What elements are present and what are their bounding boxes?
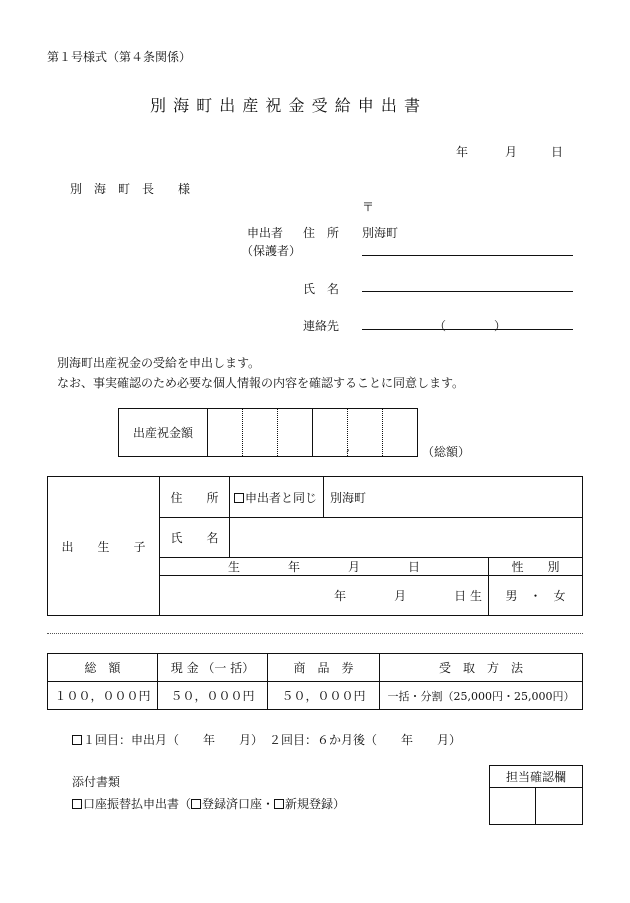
cut-line bbox=[47, 633, 583, 634]
date-year: 年 bbox=[456, 145, 469, 159]
date-day: 日 bbox=[551, 145, 564, 159]
dob-value[interactable]: 年 月 日 生 bbox=[160, 576, 489, 616]
name-label: 氏 名 bbox=[303, 282, 340, 296]
child-address-same[interactable] bbox=[230, 477, 324, 518]
statement-line2: なお、事実確認のため必要な個人情報の内容を確認することに同意します。 bbox=[57, 376, 465, 390]
name-field[interactable] bbox=[362, 291, 573, 292]
amount-label: 出産祝金額 bbox=[119, 409, 208, 457]
applicant-role-label: 申出者 bbox=[247, 226, 284, 240]
checkbox-icon[interactable] bbox=[72, 735, 82, 745]
form-number: 第１号様式（第４条関係） bbox=[47, 50, 192, 64]
attachments-item[interactable] bbox=[72, 795, 345, 812]
contact-label: 連絡先 bbox=[303, 319, 340, 333]
child-town: 別海町 bbox=[330, 490, 367, 505]
amount-suffix: （総額） bbox=[422, 445, 471, 459]
child-table bbox=[47, 476, 583, 616]
attachment-opt1: 登録済口座・ bbox=[202, 797, 275, 811]
sex-value[interactable]: 男 ・ 女 bbox=[489, 576, 583, 616]
address-field[interactable] bbox=[362, 255, 573, 256]
amount-digit-2[interactable] bbox=[243, 409, 278, 457]
statement-line1: 別海町出産祝金の受給を申出します。 bbox=[57, 356, 261, 370]
dob-header: 生 年 月 日 bbox=[160, 558, 489, 576]
child-address-label: 住 所 bbox=[160, 477, 230, 518]
stamp-box bbox=[489, 765, 583, 825]
attachment-item-label: 口座振替払申出書（ bbox=[83, 797, 192, 811]
amount-comma: , bbox=[346, 440, 350, 454]
amount-digit-6[interactable] bbox=[382, 409, 417, 457]
same-as-applicant-label: 申出者と同じ bbox=[245, 490, 318, 505]
amount-box bbox=[118, 408, 418, 457]
stamp-box-title: 担当確認欄 bbox=[490, 766, 583, 788]
postal-mark: 〒 bbox=[362, 200, 375, 214]
amount-digit-1[interactable] bbox=[208, 409, 243, 457]
amount-digit-4[interactable] bbox=[313, 409, 348, 457]
installment-text: １回目：申出月（ 年 月） ２回目：６か月後（ 年 月） bbox=[83, 733, 462, 747]
payment-voucher: ５０，０００円 bbox=[268, 682, 380, 710]
addressee: 別 海 町 長 様 bbox=[70, 182, 191, 196]
page-title: 別 海 町 出 産 祝 金 受 給 申 出 書 bbox=[150, 96, 421, 115]
checkbox-icon[interactable] bbox=[191, 799, 201, 809]
address-label: 住 所 bbox=[303, 226, 340, 240]
attachment-opt2: 新規登録） bbox=[285, 797, 346, 811]
installment-row[interactable] bbox=[72, 731, 461, 748]
amount-digit-3[interactable] bbox=[278, 409, 313, 457]
checkbox-icon[interactable] bbox=[72, 799, 82, 809]
payment-header-voucher: 商 品 券 bbox=[268, 654, 380, 682]
payment-header-total: 総 額 bbox=[48, 654, 158, 682]
contact-paren: （ ） bbox=[434, 319, 507, 333]
applicant-role-sub: （保護者） bbox=[241, 244, 302, 258]
checkbox-icon[interactable] bbox=[234, 493, 244, 503]
child-name-field[interactable] bbox=[230, 518, 583, 558]
date-month: 月 bbox=[505, 145, 518, 159]
payment-table bbox=[47, 653, 583, 710]
stamp-cell-1[interactable] bbox=[490, 788, 536, 825]
sex-header: 性 別 bbox=[489, 558, 583, 576]
payment-total: １００，０００円 bbox=[48, 682, 158, 710]
checkbox-icon[interactable] bbox=[274, 799, 284, 809]
payment-cash: ５０，０００円 bbox=[158, 682, 268, 710]
stamp-cell-2[interactable] bbox=[536, 788, 583, 825]
child-address-value[interactable] bbox=[324, 477, 583, 518]
payment-header-cash: 現 金 （一 括） bbox=[158, 654, 268, 682]
amount-digit-5[interactable] bbox=[348, 409, 383, 457]
attachments-heading: 添付書類 bbox=[72, 775, 121, 789]
contact-field[interactable] bbox=[362, 329, 573, 330]
payment-header-method: 受 取 方 法 bbox=[380, 654, 583, 682]
child-name-label: 氏 名 bbox=[160, 518, 230, 558]
address-value: 別海町 bbox=[362, 226, 399, 240]
child-row-label: 出 生 子 bbox=[48, 477, 160, 616]
payment-method[interactable]: 一括・分割（25,000円・25,000円） bbox=[380, 682, 583, 710]
